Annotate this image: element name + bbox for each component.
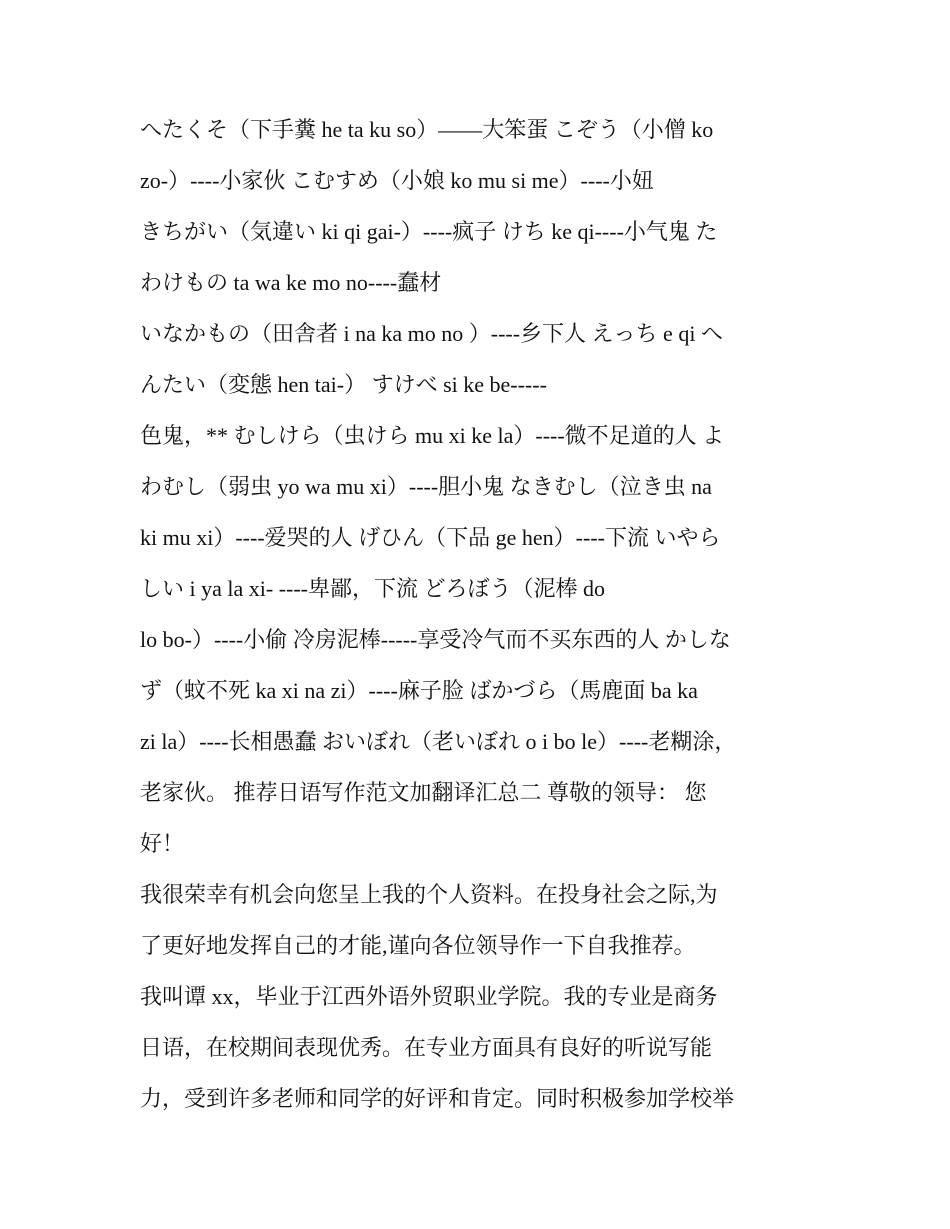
text-line: 日语，在校期间表现优秀。在专业方面具有良好的听说写能 xyxy=(140,1035,713,1060)
text-line: 我很荣幸有机会向您呈上我的个人资料。在投身社会之际,为 xyxy=(140,882,718,907)
text-line: 老家伙。 推荐日语写作范文加翻译汇总二 尊敬的领导： 您 xyxy=(140,780,707,805)
text-line: zi la）----长相愚蠢 おいぼれ（老いぼれ o i bo le）----老糊涂， xyxy=(140,729,737,754)
text-line: 我叫谭 xx，毕业于江西外语外贸职业学院。我的专业是商务 xyxy=(140,984,718,1009)
text-line: しい i ya la xi- ----卑鄙，下流 どろぼう（泥棒 do xyxy=(140,576,605,601)
text-line: 好！ xyxy=(140,831,185,856)
text-line: わけもの ta wa ke mo no----蠢材 xyxy=(140,270,442,295)
text-line: 色鬼，** むしけら（虫けら mu xi ke la）----微不足道的人 よ xyxy=(140,423,725,448)
text-line: わむし（弱虫 yo wa mu xi）----胆小鬼 なきむし（泣き虫 na xyxy=(140,474,712,499)
text-line: 了更好地发挥自己的才能,谨向各位领导作一下自我推荐。 xyxy=(140,933,696,958)
document-body xyxy=(140,104,830,1124)
text-line: ki mu xi）----爱哭的人 げひん（下品 ge hen）----下流 いやら xyxy=(140,525,721,550)
text-line: 力，受到许多老师和同学的好评和肯定。同时积极参加学校举 xyxy=(140,1086,735,1111)
text-line: んたい（変態 hen tai-） すけべ si ke be----- xyxy=(140,372,547,397)
text-line: zo-）----小家伙 こむすめ（小娘 ko mu si me）----小妞 xyxy=(140,168,654,193)
text-line: lo bo-）----小偷 冷房泥棒-----享受冷气而不买东西的人 かしな xyxy=(140,627,731,652)
text-line: へたくそ（下手糞 he ta ku so）——大笨蛋 こぞう（小僧 ko xyxy=(140,117,714,142)
text-line: いなかもの（田舎者 i na ka mo no ）----乡下人 えっち e qi へ xyxy=(140,321,723,346)
text-line: ず（蚊不死 ka xi na zi）----麻子脸 ばかづら（馬鹿面 ba ka xyxy=(140,678,698,703)
text-line: きちがい（気違い ki qi gai-）----疯子 けち ke qi----小气鬼 た xyxy=(140,219,718,244)
